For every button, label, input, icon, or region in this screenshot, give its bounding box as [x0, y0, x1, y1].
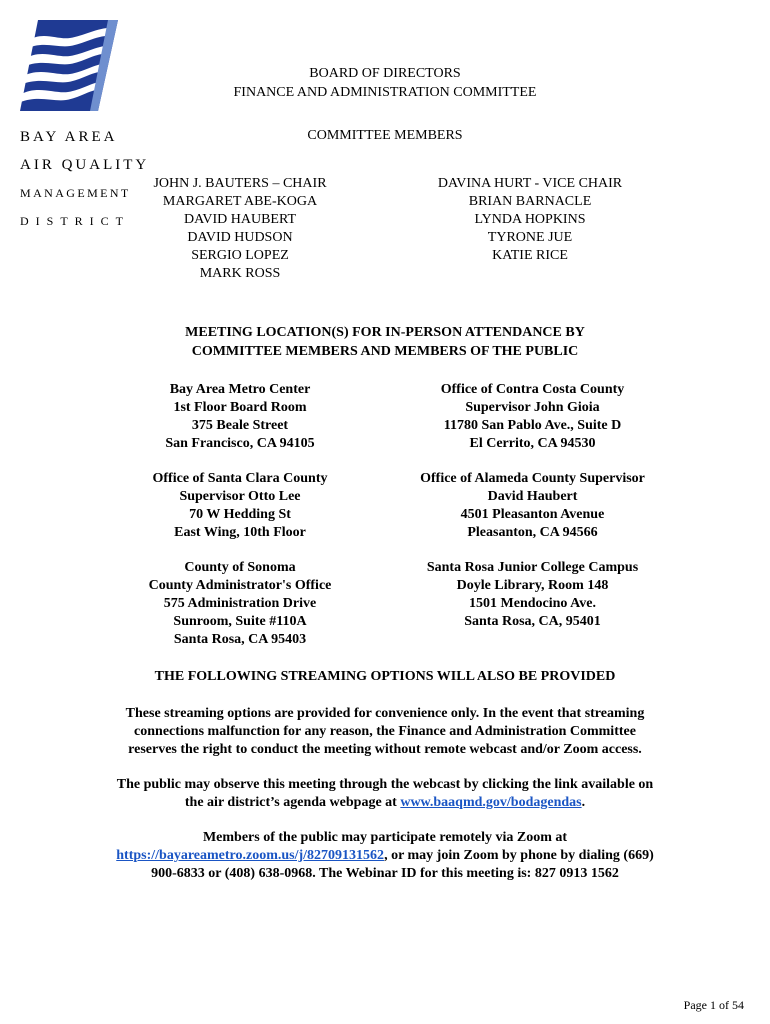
streaming-disclaimer: These streaming options are provided for convenience only. In the event that streaming connections malfunction for any reason, the Finance and Administration Committee reserves the right to conduct the meeting without remote webcast and/or Zoom access.: [125, 706, 645, 757]
member-name: BRIAN BARNACLE: [468, 194, 592, 209]
committee-title: FINANCE AND ADMINISTRATION COMMITTEE: [233, 85, 537, 100]
member-name: DAVID HUDSON: [187, 230, 293, 245]
logo-line-4: DISTRICT: [20, 214, 130, 228]
member-name: SERGIO LOPEZ: [191, 248, 289, 263]
member-name: MARGARET ABE-KOGA: [162, 194, 318, 209]
agenda-webpage-link[interactable]: www.baaqmd.gov/bodagendas: [400, 795, 582, 810]
board-title: BOARD OF DIRECTORS: [309, 66, 461, 81]
location-santa-rosa-jc: Santa Rosa Junior College Campus Doyle Library, Room 148 1501 Mendocino Ave. Santa Rosa, CA, 95401: [426, 560, 639, 629]
logo-line-2: AIR QUALITY: [20, 157, 150, 173]
page-number: Page 1 of 54: [683, 998, 744, 1012]
member-name: KATIE RICE: [492, 248, 568, 263]
location-bay-area-metro: Bay Area Metro Center 1st Floor Board Room 375 Beale Street San Francisco, CA 94105: [165, 382, 315, 451]
wave-logo-icon: [20, 18, 120, 113]
member-name: DAVID HAUBERT: [183, 212, 297, 227]
document-header: [150, 64, 620, 102]
locations-heading: MEETING LOCATION(S) FOR IN-PERSON ATTENDANCE BY COMMITTEE MEMBERS AND MEMBERS OF THE PUBLIC: [185, 325, 585, 359]
members-left-column: [130, 175, 350, 283]
members-title: COMMITTEE MEMBERS: [307, 128, 463, 143]
streaming-heading: THE FOLLOWING STREAMING OPTIONS WILL ALSO BE PROVIDED: [154, 669, 616, 684]
member-name: JOHN J. BAUTERS – CHAIR: [153, 176, 327, 191]
location-sonoma: County of Sonoma County Administrator's Office 575 Administration Drive Sunroom, Suite #110A Santa Rosa, CA 95403: [148, 560, 332, 647]
location-alameda: Office of Alameda County Supervisor David Haubert 4501 Pleasanton Avenue Pleasanton, CA 94566: [420, 471, 645, 540]
member-name: TYRONE JUE: [487, 230, 573, 245]
member-name: LYNDA HOPKINS: [474, 212, 586, 227]
member-name: MARK ROSS: [199, 266, 281, 281]
location-contra-costa: Office of Contra Costa County Supervisor John Gioia 11780 San Pablo Ave., Suite D El Cerrito, CA 94530: [440, 382, 625, 451]
zoom-meeting-link[interactable]: https://bayareametro.zoom.us/j/82709131562: [116, 848, 385, 863]
logo-line-3: MANAGEMENT: [20, 186, 131, 200]
member-name: DAVINA HURT - VICE CHAIR: [437, 176, 623, 191]
logo-line-1: BAY AREA: [20, 129, 118, 145]
location-santa-clara: Office of Santa Clara County Supervisor Otto Lee 70 W Hedding St East Wing, 10th Floor: [152, 471, 328, 540]
members-right-column: [415, 175, 645, 265]
zoom-paragraph: Members of the public may participate remotely via Zoom at https://bayareametro.zoom.us/j/82709131562, or may join Zoom by phone by dialing (669) 900-6833 or (408) 638-0968. The Webinar ID for this meeting is: 827 0913 1562: [116, 830, 654, 881]
webcast-paragraph: The public may observe this meeting through the webcast by clicking the link available on the air district’s agenda webpage at www.baaqmd.gov/bodagendas.: [116, 777, 654, 810]
